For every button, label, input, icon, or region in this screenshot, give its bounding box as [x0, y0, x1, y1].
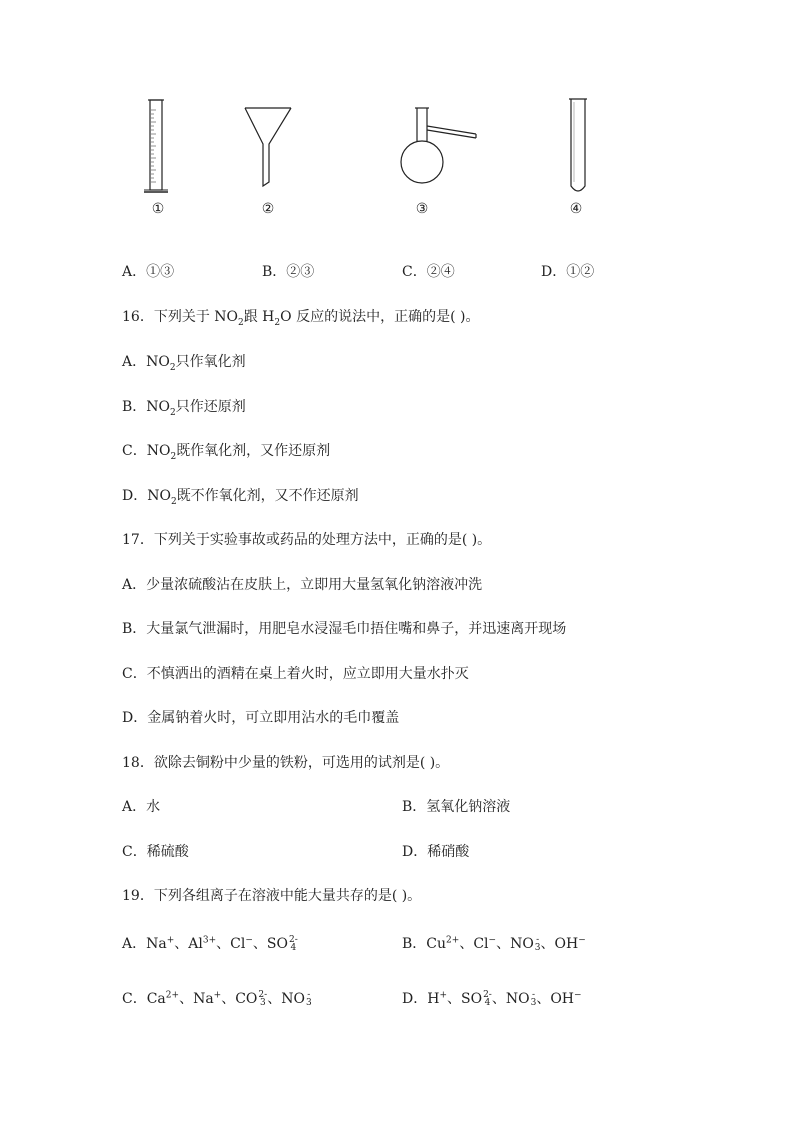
- q19-option-d: D．H+、SO 2- 4 、NO - 3 、OH−: [402, 990, 582, 1008]
- apparatus-label-1: ①: [151, 201, 165, 217]
- q18-option-c: C．稀硫酸: [122, 844, 189, 860]
- apparatus-label-2: ②: [261, 201, 275, 217]
- q15-option-d: D．①②: [541, 264, 595, 280]
- q19-option-a: A．Na+、$Al^{3+}$、Cl−、SO 2- 4: [122, 935, 298, 953]
- q17-option-c: C．不慎洒出的酒精在桌上着火时，应立即用大量水扑灭: [122, 666, 469, 682]
- q15-option-c: C．②④: [402, 264, 455, 280]
- graduated-cylinder-icon: [138, 96, 178, 198]
- q17-option-a: A．少量浓硫酸沾在皮肤上，立即用大量氢氧化钠溶液冲洗: [122, 577, 483, 593]
- test-tube-icon: [566, 96, 590, 196]
- q15-option-b: B．②③: [262, 264, 315, 280]
- q17-option-d: D．金属钠着火时，可立即用沾水的毛巾覆盖: [122, 710, 400, 726]
- q16-option-c: C．$NO_2$既作氧化剂，又作还原剂: [122, 443, 331, 462]
- q16-option-b: B．$NO_2$只作还原剂: [122, 399, 246, 418]
- q17-option-b: B．大量氯气泄漏时，用肥皂水浸湿毛巾捂住嘴和鼻子，并迅速离开现场: [122, 621, 567, 637]
- q18-option-b: B．氢氧化钠溶液: [402, 799, 511, 815]
- q18-option-d: D．稀硝酸: [402, 844, 470, 860]
- q18-option-a: A．水: [122, 799, 161, 815]
- funnel-icon: [243, 104, 293, 190]
- apparatus-label-3: ③: [415, 201, 429, 217]
- distilling-flask-icon: [398, 104, 480, 190]
- q19-option-c: C．$Ca^{2+}$、Na+、CO 2- 3 、NO - 3: [122, 990, 312, 1008]
- q16-option-d: D．$NO_2$既不作氧化剂，又不作还原剂: [122, 488, 359, 507]
- q17-stem: 17．下列关于实验事故或药品的处理方法中，正确的是( )。: [122, 532, 492, 548]
- q18-stem: 18．欲除去铜粉中少量的铁粉，可选用的试剂是( )。: [122, 755, 450, 771]
- q15-option-a: A．①③: [122, 264, 175, 280]
- q16-option-a: A．$NO_2$只作氧化剂: [122, 354, 246, 373]
- q16-stem: 16．下列关于 $NO_2$跟 $H_2O$ 反应的说法中，正确的是( )。: [122, 309, 480, 328]
- apparatus-label-4: ④: [569, 201, 583, 217]
- q19-option-b: B．$Cu^{2+}$、Cl−、NO - 3 、OH−: [402, 935, 586, 953]
- q19-stem: 19．下列各组离子在溶液中能大量共存的是( )。: [122, 888, 422, 904]
